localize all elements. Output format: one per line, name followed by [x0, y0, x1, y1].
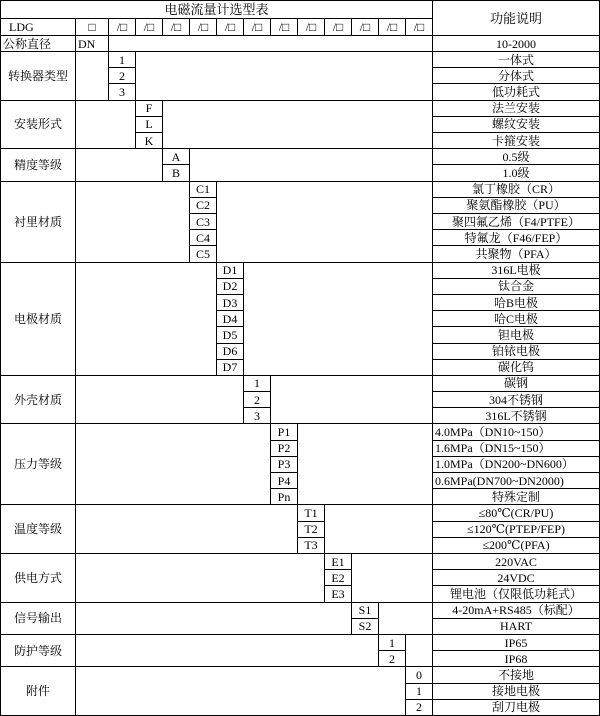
option-desc: 共聚物（PFA） [433, 246, 600, 262]
section-left-filler [76, 505, 298, 554]
option-desc: 一体式 [433, 52, 600, 68]
option-desc: 氯丁橡胶（CR） [433, 182, 600, 198]
option-code: P4 [271, 473, 298, 489]
option-desc: 卡箍安装 [433, 133, 600, 149]
option-desc: 24VDC [433, 570, 600, 586]
model-code-box: /□ [136, 19, 163, 36]
option-desc: 0.6MPa(DN700~DN2000) [433, 473, 600, 489]
section-left-filler [76, 554, 325, 603]
option-code: C5 [190, 246, 217, 262]
option-code: F [136, 101, 163, 117]
option-code: C1 [190, 182, 217, 198]
section-label: 压力等级 [1, 424, 76, 505]
diameter-label: 公称直径 [1, 36, 76, 52]
section-right-filler [136, 52, 433, 101]
section-left-filler [76, 635, 379, 667]
option-desc: 1.0MPa（DN200~DN600） [433, 457, 600, 473]
diameter-desc: 10-2000 [433, 36, 600, 52]
option-desc: 低功耗式 [433, 84, 600, 100]
option-desc: 钽电极 [433, 327, 600, 343]
model-code-box: /□ [325, 19, 352, 36]
section-left-filler [76, 52, 109, 101]
section-right-filler [406, 635, 433, 667]
option-code: Pn [271, 489, 298, 505]
option-desc: 4-20mA+RS485（标配） [433, 603, 600, 619]
option-desc: 特氟龙（F46/FEP） [433, 230, 600, 246]
section-right-filler [325, 505, 433, 554]
option-desc: 1.0级 [433, 165, 600, 181]
option-desc: 哈B电极 [433, 295, 600, 311]
option-desc: 法兰安装 [433, 101, 600, 117]
model-code-box: /□ [298, 19, 325, 36]
option-code: E3 [325, 586, 352, 602]
option-code: D1 [217, 263, 244, 279]
option-code: 1 [109, 52, 136, 68]
section-right-filler [217, 182, 433, 263]
section-label: 安装形式 [1, 101, 76, 150]
option-desc: 碳化钨 [433, 360, 600, 376]
section-left-filler [76, 182, 190, 263]
model-code-box: /□ [190, 19, 217, 36]
option-desc: 螺纹安装 [433, 117, 600, 133]
option-code: P2 [271, 441, 298, 457]
option-code: 2 [379, 651, 406, 667]
option-code: C2 [190, 198, 217, 214]
model-code-box: /□ [217, 19, 244, 36]
section-label: 供电方式 [1, 554, 76, 603]
option-code: S1 [352, 603, 379, 619]
option-code: T2 [298, 522, 325, 538]
section-right-filler [298, 424, 433, 505]
option-desc: 碳钢 [433, 376, 600, 392]
option-code: E2 [325, 570, 352, 586]
section-right-filler [379, 603, 433, 635]
table-title: 电磁流量计选型表 [1, 1, 433, 19]
option-desc: HART [433, 619, 600, 635]
section-right-filler [352, 554, 433, 603]
option-code: A [163, 149, 190, 165]
section-label: 精度等级 [1, 149, 76, 181]
option-code: D5 [217, 327, 244, 343]
option-code: 1 [379, 635, 406, 651]
option-desc: 1.6MPa（DN15~150） [433, 441, 600, 457]
option-code: 0 [406, 667, 433, 683]
option-desc: 接地电极 [433, 684, 600, 700]
option-code: T3 [298, 538, 325, 554]
option-code: 3 [109, 84, 136, 100]
option-code: D6 [217, 344, 244, 360]
function-column-header: 功能说明 [433, 1, 600, 36]
model-code-box: /□ [271, 19, 298, 36]
option-code: C4 [190, 230, 217, 246]
model-base-box: □ [76, 19, 109, 36]
section-left-filler [76, 603, 352, 635]
section-right-filler [190, 149, 433, 181]
option-code: T1 [298, 505, 325, 521]
option-code: D7 [217, 360, 244, 376]
option-code: L [136, 117, 163, 133]
section-label: 衬里材质 [1, 182, 76, 263]
section-label: 温度等级 [1, 505, 76, 554]
option-desc: 锂电池（仅限低功耗式） [433, 586, 600, 602]
option-code: B [163, 165, 190, 181]
section-label: 电极材质 [1, 263, 76, 376]
option-code: 1 [406, 684, 433, 700]
option-code: 2 [406, 700, 433, 716]
section-left-filler [76, 376, 244, 425]
option-desc: 钛合金 [433, 279, 600, 295]
option-code: C3 [190, 214, 217, 230]
option-code: 3 [244, 408, 271, 424]
option-desc: 聚四氟乙烯（F4/PTFE） [433, 214, 600, 230]
diameter-filler [109, 36, 433, 52]
section-label: 转换器类型 [1, 52, 76, 101]
option-desc: 0.5级 [433, 149, 600, 165]
section-right-filler [163, 101, 433, 150]
option-desc: 哈C电极 [433, 311, 600, 327]
section-left-filler [76, 667, 406, 716]
model-prefix-cell: LDG [1, 19, 76, 36]
option-desc: 4.0MPa（DN10~150） [433, 424, 600, 440]
option-desc: 聚氨酯橡胶（PU） [433, 198, 600, 214]
option-code: 2 [244, 392, 271, 408]
option-desc: 铂铱电极 [433, 344, 600, 360]
model-code-box: /□ [163, 19, 190, 36]
section-right-filler [271, 376, 433, 425]
option-desc: 304不锈钢 [433, 392, 600, 408]
option-desc: IP65 [433, 635, 600, 651]
option-desc: 分体式 [433, 68, 600, 84]
option-desc: 不接地 [433, 667, 600, 683]
section-label: 信号输出 [1, 603, 76, 635]
section-left-filler [76, 149, 163, 181]
model-code-box: /□ [379, 19, 406, 36]
diameter-code: DN [76, 36, 109, 52]
option-desc: 特殊定制 [433, 489, 600, 505]
option-code: 1 [244, 376, 271, 392]
option-code: D3 [217, 295, 244, 311]
model-code-box: /□ [406, 19, 433, 36]
option-desc: ≤80℃(CR/PU) [433, 505, 600, 521]
option-desc: 220VAC [433, 554, 600, 570]
section-left-filler [76, 101, 136, 150]
option-code: K [136, 133, 163, 149]
section-label: 外壳材质 [1, 376, 76, 425]
model-code-box: /□ [109, 19, 136, 36]
option-desc: ≤120℃(PTEP/FEP) [433, 522, 600, 538]
model-code-box: /□ [352, 19, 379, 36]
option-code: 2 [109, 68, 136, 84]
option-desc: 316L不锈钢 [433, 408, 600, 424]
option-desc: 316L电极 [433, 263, 600, 279]
option-code: E1 [325, 554, 352, 570]
option-code: P1 [271, 424, 298, 440]
option-code: P3 [271, 457, 298, 473]
section-left-filler [76, 424, 271, 505]
section-label: 防护等级 [1, 635, 76, 667]
option-code: D2 [217, 279, 244, 295]
section-right-filler [244, 263, 433, 376]
option-desc: 刮刀电极 [433, 700, 600, 716]
option-desc: ≤200℃(PFA) [433, 538, 600, 554]
model-code-box: /□ [244, 19, 271, 36]
option-desc: IP68 [433, 651, 600, 667]
option-code: D4 [217, 311, 244, 327]
option-code: S2 [352, 619, 379, 635]
section-label: 附件 [1, 667, 76, 716]
section-left-filler [76, 263, 217, 376]
